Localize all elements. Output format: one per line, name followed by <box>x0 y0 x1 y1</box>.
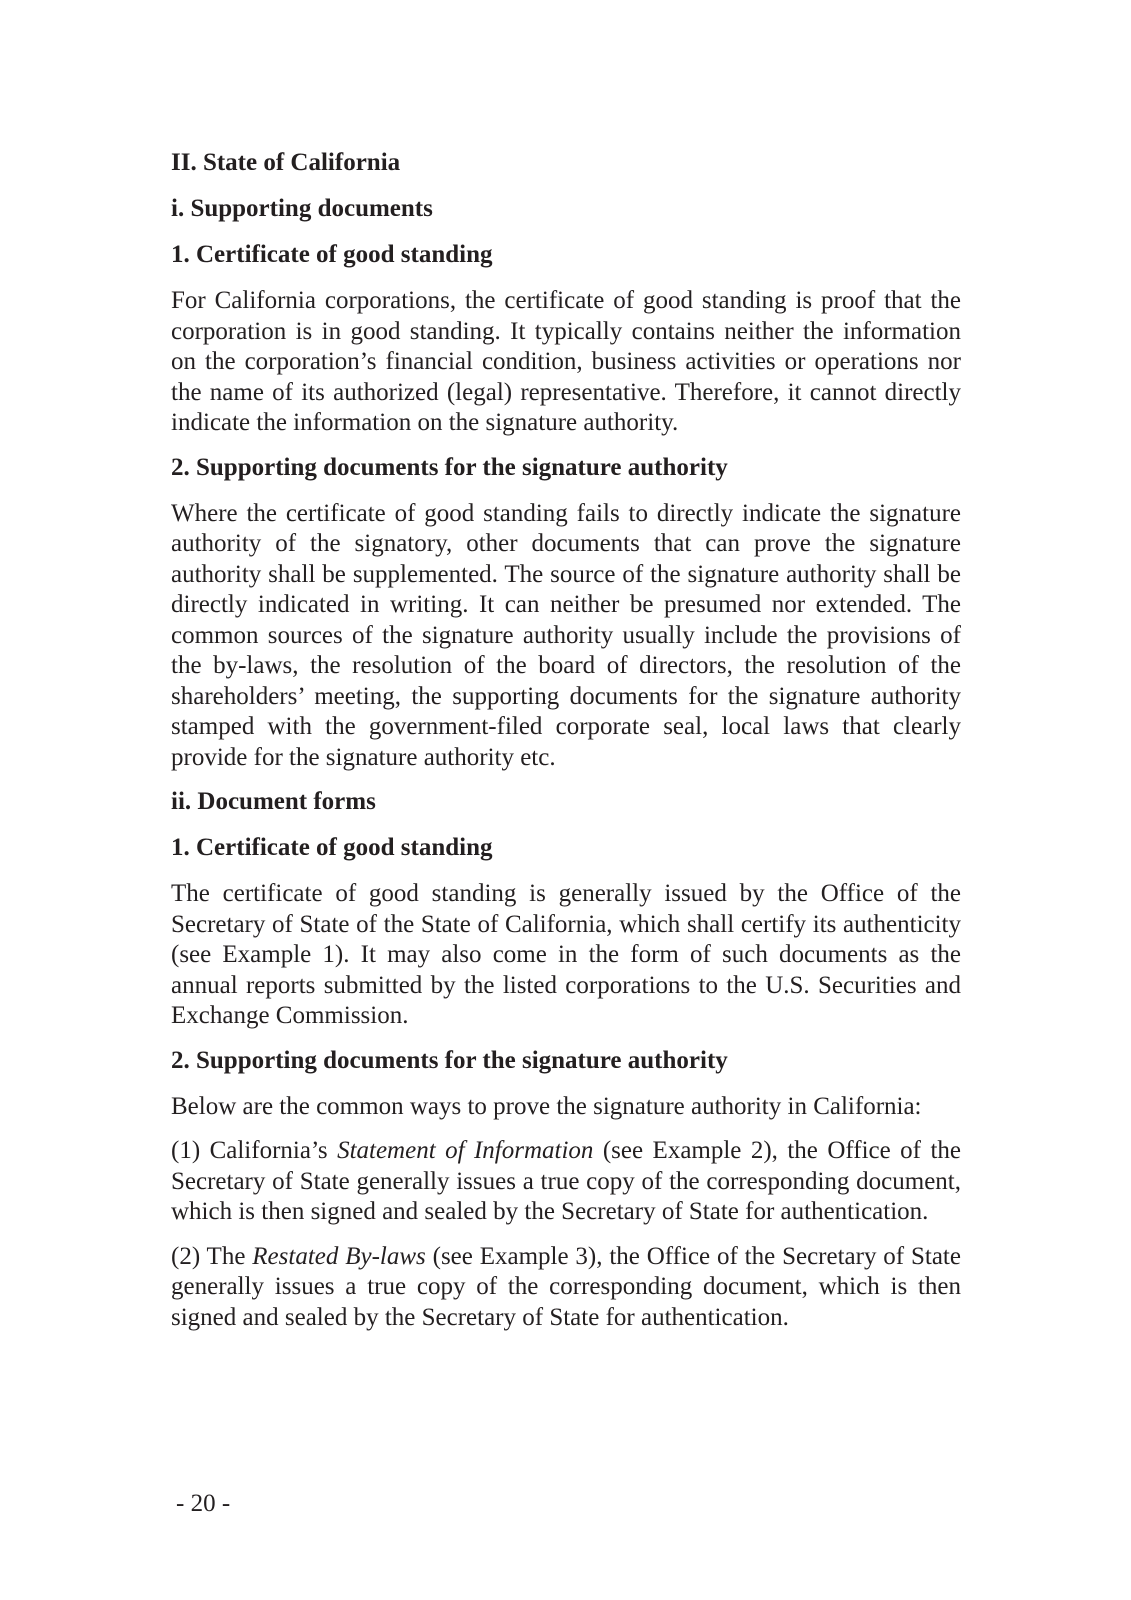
item-2-title: Restated By-laws <box>252 1242 426 1270</box>
document-page <box>171 148 961 1347</box>
heading-certificate-of-good-standing: 1. Certificate of good standing <box>171 241 493 268</box>
heading-supporting-documents-forms: 2. Supporting documents for the signature authority <box>171 1046 728 1074</box>
page-number: - 20 - <box>176 1490 231 1517</box>
list-item-restated-bylaws <box>171 1242 961 1334</box>
paragraph-certificate-issuance: The certificate of good standing is generally issued by the Office of the Secretary of State of the State of California, which shall certify its authenticity (see Example 1). It may also come in the form of such documents as the annual reports submitted by the listed corporations to the U.S. Securities and Exchange Commission. <box>171 880 961 1029</box>
subsection-document-forms: ii. Document forms <box>171 788 376 815</box>
item-2-prefix: (2) The <box>171 1242 253 1270</box>
item-1-title: Statement of Information <box>337 1137 594 1164</box>
item-1-suffix: (see Example 2), the Office of the Secretary of State generally issues a true copy of the corresponding document, which is then signed and sealed by the Secretary of State for authentication. <box>171 1137 961 1225</box>
section-title: II. State of California <box>171 149 401 176</box>
heading-supporting-documents-signature-authority: 2. Supporting documents for the signature authority <box>171 453 728 481</box>
list-item-statement-of-information <box>171 1136 961 1228</box>
paragraph-common-ways-intro: Below are the common ways to prove the signature authority in California: <box>171 1092 922 1120</box>
paragraph-signature-authority-sources: Where the certificate of good standing fails to directly indicate the signature authority of the signatory, other documents that can prove the signature authority shall be supplemented. The source of the signature authority shall be directly indicated in writing. It can neither be presumed nor extended. The common sources of the signature authority usually include the provisions of the by-laws, the resolution of the board of directors, the resolution of the shareholders’ meeting, the supporting documents for the signature authority stamped with the government-filed corporate seal, local laws that clearly provide for the signature authority etc. <box>171 499 961 771</box>
heading-certificate-of-good-standing-forms: 1. Certificate of good standing <box>171 834 493 861</box>
item-1-prefix: (1) California’s <box>171 1137 338 1164</box>
paragraph-certificate-description: For California corporations, the certificate of good standing is proof that the corporation is in good standing. It typically contains neither the information on the corporation’s financial condition, business activities or operations nor the name of its authorized (legal) representative. Therefore, it cannot directly indicate the information on the signature authority. <box>171 287 961 436</box>
subsection-supporting-documents: i. Supporting documents <box>171 195 433 222</box>
item-2-suffix: (see Example 3), the Office of the Secretary of State generally issues a true copy of the corresponding document, which is then signed and sealed by the Secretary of State for authentication. <box>171 1242 961 1331</box>
